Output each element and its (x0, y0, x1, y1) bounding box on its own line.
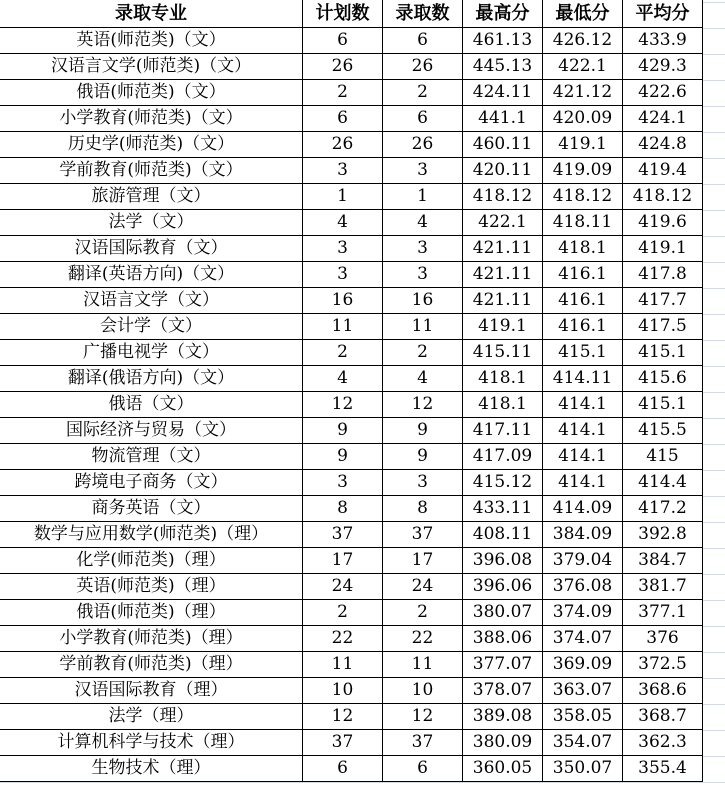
cell-plan-count[interactable]: 12 (303, 392, 383, 418)
cell-plan-count[interactable]: 37 (303, 522, 383, 548)
cell-admitted-count[interactable]: 2 (383, 80, 463, 106)
table-row (0, 392, 703, 418)
header-row (0, 0, 703, 28)
cell-admitted-count[interactable]: 8 (383, 496, 463, 522)
cell-plan-count[interactable]: 26 (303, 132, 383, 158)
table-row (0, 54, 703, 80)
cell-major[interactable]: 汉语国际教育（理） (0, 678, 303, 704)
cell-min-score[interactable]: 379.04 (543, 548, 623, 574)
cell-avg-score[interactable]: 381.7 (623, 574, 703, 600)
cell-plan-count[interactable]: 6 (303, 756, 383, 782)
cell-plan-count[interactable]: 11 (303, 314, 383, 340)
cell-plan-count[interactable]: 3 (303, 262, 383, 288)
cell-plan-count[interactable]: 3 (303, 236, 383, 262)
table-row (0, 340, 703, 366)
table-row (0, 158, 703, 184)
cell-max-score[interactable]: 420.11 (463, 158, 543, 184)
cell-min-score[interactable]: 414.1 (543, 470, 623, 496)
cell-avg-score[interactable]: 415.1 (623, 392, 703, 418)
cell-min-score[interactable]: 358.05 (543, 704, 623, 730)
cell-max-score[interactable]: 396.08 (463, 548, 543, 574)
cell-max-score[interactable]: 388.06 (463, 626, 543, 652)
cell-min-score[interactable]: 354.07 (543, 730, 623, 756)
cell-avg-score[interactable]: 368.7 (623, 704, 703, 730)
cell-admitted-count[interactable]: 4 (383, 210, 463, 236)
table-row (0, 288, 703, 314)
cell-admitted-count[interactable]: 9 (383, 444, 463, 470)
cell-max-score[interactable]: 380.07 (463, 600, 543, 626)
cell-plan-count[interactable]: 4 (303, 210, 383, 236)
cell-major[interactable]: 旅游管理（文） (0, 184, 303, 210)
cell-avg-score[interactable]: 422.6 (623, 80, 703, 106)
table-row (0, 496, 703, 522)
cell-max-score[interactable]: 421.11 (463, 288, 543, 314)
cell-admitted-count[interactable]: 3 (383, 470, 463, 496)
cell-min-score[interactable]: 420.09 (543, 106, 623, 132)
cell-major[interactable]: 化学(师范类)（理） (0, 548, 303, 574)
cell-min-score[interactable]: 414.11 (543, 366, 623, 392)
cell-plan-count[interactable]: 26 (303, 54, 383, 80)
cell-admitted-count[interactable]: 22 (383, 626, 463, 652)
cell-max-score[interactable]: 408.11 (463, 522, 543, 548)
table-row (0, 418, 703, 444)
cell-max-score[interactable]: 422.1 (463, 210, 543, 236)
cell-major[interactable]: 学前教育(师范类)（理） (0, 652, 303, 678)
cell-major[interactable]: 广播电视学（文） (0, 340, 303, 366)
cell-admitted-count[interactable]: 37 (383, 730, 463, 756)
cell-max-score[interactable]: 377.07 (463, 652, 543, 678)
cell-avg-score[interactable]: 414.4 (623, 470, 703, 496)
cell-plan-count[interactable]: 2 (303, 80, 383, 106)
cell-max-score[interactable]: 424.11 (463, 80, 543, 106)
cell-avg-score[interactable]: 355.4 (623, 756, 703, 782)
cell-avg-score[interactable]: 417.7 (623, 288, 703, 314)
cell-max-score[interactable]: 418.1 (463, 392, 543, 418)
table-row (0, 626, 703, 652)
cell-admitted-count[interactable]: 12 (383, 704, 463, 730)
table-row (0, 678, 703, 704)
cell-admitted-count[interactable]: 9 (383, 418, 463, 444)
cell-min-score[interactable]: 376.08 (543, 574, 623, 600)
cell-avg-score[interactable]: 419.1 (623, 236, 703, 262)
cell-admitted-count[interactable]: 17 (383, 548, 463, 574)
cell-plan-count[interactable]: 3 (303, 470, 383, 496)
cell-admitted-count[interactable]: 12 (383, 392, 463, 418)
cell-min-score[interactable]: 419.09 (543, 158, 623, 184)
header-min-score[interactable]: 最低分 (543, 0, 623, 28)
table-row (0, 210, 703, 236)
cell-admitted-count[interactable]: 16 (383, 288, 463, 314)
cell-avg-score[interactable]: 424.1 (623, 106, 703, 132)
cell-max-score[interactable]: 433.11 (463, 496, 543, 522)
cell-plan-count[interactable]: 2 (303, 600, 383, 626)
cell-major[interactable]: 翻译(俄语方向)（文） (0, 366, 303, 392)
cell-avg-score[interactable]: 419.4 (623, 158, 703, 184)
cell-avg-score[interactable]: 415.6 (623, 366, 703, 392)
cell-max-score[interactable]: 421.11 (463, 262, 543, 288)
cell-admitted-count[interactable]: 11 (383, 652, 463, 678)
table-row (0, 756, 703, 782)
header-plan-count[interactable]: 计划数 (303, 0, 383, 28)
cell-min-score[interactable]: 384.09 (543, 522, 623, 548)
table-row (0, 28, 703, 54)
cell-min-score[interactable]: 414.1 (543, 444, 623, 470)
cell-admitted-count[interactable]: 3 (383, 262, 463, 288)
cell-avg-score[interactable]: 376 (623, 626, 703, 652)
cell-max-score[interactable]: 417.11 (463, 418, 543, 444)
cell-major[interactable]: 生物技术（理） (0, 756, 303, 782)
cell-major[interactable]: 俄语（文） (0, 392, 303, 418)
cell-max-score[interactable]: 360.05 (463, 756, 543, 782)
cell-max-score[interactable]: 418.12 (463, 184, 543, 210)
cell-max-score[interactable]: 441.1 (463, 106, 543, 132)
table-row (0, 522, 703, 548)
cell-avg-score[interactable]: 417.5 (623, 314, 703, 340)
cell-major[interactable]: 法学（理） (0, 704, 303, 730)
table-row (0, 444, 703, 470)
cell-plan-count[interactable]: 2 (303, 340, 383, 366)
table-row (0, 704, 703, 730)
cell-major[interactable]: 英语(师范类)（文） (0, 28, 303, 54)
cell-plan-count[interactable]: 11 (303, 652, 383, 678)
cell-plan-count[interactable]: 12 (303, 704, 383, 730)
cell-major[interactable]: 跨境电子商务（文） (0, 470, 303, 496)
cell-admitted-count[interactable]: 3 (383, 158, 463, 184)
cell-admitted-count[interactable]: 1 (383, 184, 463, 210)
cell-avg-score[interactable]: 419.6 (623, 210, 703, 236)
cell-min-score[interactable]: 421.12 (543, 80, 623, 106)
cell-avg-score[interactable]: 368.6 (623, 678, 703, 704)
cell-plan-count[interactable]: 17 (303, 548, 383, 574)
cell-min-score[interactable]: 416.1 (543, 314, 623, 340)
cell-avg-score[interactable]: 372.5 (623, 652, 703, 678)
cell-min-score[interactable]: 419.1 (543, 132, 623, 158)
cell-major[interactable]: 历史学(师范类)（文） (0, 132, 303, 158)
cell-admitted-count[interactable]: 10 (383, 678, 463, 704)
cell-max-score[interactable]: 418.1 (463, 366, 543, 392)
cell-avg-score[interactable]: 377.1 (623, 600, 703, 626)
cell-min-score[interactable]: 415.1 (543, 340, 623, 366)
cell-avg-score[interactable]: 433.9 (623, 28, 703, 54)
cell-avg-score[interactable]: 362.3 (623, 730, 703, 756)
cell-min-score[interactable]: 363.07 (543, 678, 623, 704)
cell-major[interactable]: 商务英语（文） (0, 496, 303, 522)
table-row (0, 470, 703, 496)
cell-admitted-count[interactable]: 37 (383, 522, 463, 548)
cell-plan-count[interactable]: 10 (303, 678, 383, 704)
cell-min-score[interactable]: 418.12 (543, 184, 623, 210)
cell-max-score[interactable]: 389.08 (463, 704, 543, 730)
table-row (0, 574, 703, 600)
cell-plan-count[interactable]: 22 (303, 626, 383, 652)
cell-avg-score[interactable]: 415 (623, 444, 703, 470)
cell-plan-count[interactable]: 1 (303, 184, 383, 210)
table-row (0, 262, 703, 288)
cell-max-score[interactable]: 415.12 (463, 470, 543, 496)
cell-major[interactable]: 汉语言文学(师范类)（文） (0, 54, 303, 80)
cell-plan-count[interactable]: 4 (303, 366, 383, 392)
cell-min-score[interactable]: 416.1 (543, 262, 623, 288)
cell-admitted-count[interactable]: 24 (383, 574, 463, 600)
cell-min-score[interactable]: 369.09 (543, 652, 623, 678)
cell-min-score[interactable]: 350.07 (543, 756, 623, 782)
table-row (0, 600, 703, 626)
cell-major[interactable]: 国际经济与贸易（文） (0, 418, 303, 444)
cell-min-score[interactable]: 374.07 (543, 626, 623, 652)
cell-min-score[interactable]: 374.09 (543, 600, 623, 626)
cell-admitted-count[interactable]: 4 (383, 366, 463, 392)
cell-min-score[interactable]: 422.1 (543, 54, 623, 80)
table-row (0, 184, 703, 210)
cell-admitted-count[interactable]: 2 (383, 600, 463, 626)
cell-admitted-count[interactable]: 26 (383, 132, 463, 158)
table-row (0, 730, 703, 756)
cell-avg-score[interactable]: 429.3 (623, 54, 703, 80)
cell-min-score[interactable]: 414.1 (543, 418, 623, 444)
cell-admitted-count[interactable]: 3 (383, 236, 463, 262)
cell-max-score[interactable]: 417.09 (463, 444, 543, 470)
table-row (0, 106, 703, 132)
cell-max-score[interactable]: 461.13 (463, 28, 543, 54)
cell-major[interactable]: 数学与应用数学(师范类)（理） (0, 522, 303, 548)
header-admitted-count[interactable]: 录取数 (383, 0, 463, 28)
cell-plan-count[interactable]: 16 (303, 288, 383, 314)
table-row (0, 236, 703, 262)
cell-admitted-count[interactable]: 6 (383, 756, 463, 782)
cell-admitted-count[interactable]: 2 (383, 340, 463, 366)
cell-max-score[interactable]: 378.07 (463, 678, 543, 704)
cell-max-score[interactable]: 415.11 (463, 340, 543, 366)
cell-plan-count[interactable]: 3 (303, 158, 383, 184)
cell-admitted-count[interactable]: 11 (383, 314, 463, 340)
cell-major[interactable]: 俄语(师范类)（文） (0, 80, 303, 106)
cell-min-score[interactable]: 426.12 (543, 28, 623, 54)
cell-major[interactable]: 小学教育(师范类)（文） (0, 106, 303, 132)
cell-max-score[interactable]: 380.09 (463, 730, 543, 756)
cell-plan-count[interactable]: 8 (303, 496, 383, 522)
cell-avg-score[interactable]: 415.1 (623, 340, 703, 366)
cell-min-score[interactable]: 416.1 (543, 288, 623, 314)
cell-avg-score[interactable]: 424.8 (623, 132, 703, 158)
table-row (0, 80, 703, 106)
cell-major[interactable]: 英语(师范类)（理） (0, 574, 303, 600)
cell-min-score[interactable]: 414.1 (543, 392, 623, 418)
cell-major[interactable]: 翻译(英语方向)（文） (0, 262, 303, 288)
cell-admitted-count[interactable]: 6 (383, 28, 463, 54)
cell-major[interactable]: 会计学（文） (0, 314, 303, 340)
cell-min-score[interactable]: 418.1 (543, 236, 623, 262)
cell-avg-score[interactable]: 384.7 (623, 548, 703, 574)
cell-max-score[interactable]: 419.1 (463, 314, 543, 340)
cell-major[interactable]: 小学教育(师范类)（理） (0, 626, 303, 652)
cell-avg-score[interactable]: 417.2 (623, 496, 703, 522)
cell-major[interactable]: 汉语国际教育（文） (0, 236, 303, 262)
cell-min-score[interactable]: 418.11 (543, 210, 623, 236)
cell-major[interactable]: 学前教育(师范类)（文） (0, 158, 303, 184)
cell-major[interactable]: 物流管理（文） (0, 444, 303, 470)
cell-plan-count[interactable]: 6 (303, 28, 383, 54)
cell-plan-count[interactable]: 9 (303, 418, 383, 444)
cell-admitted-count[interactable]: 26 (383, 54, 463, 80)
header-avg-score[interactable]: 平均分 (623, 0, 703, 28)
cell-plan-count[interactable]: 6 (303, 106, 383, 132)
cell-major[interactable]: 汉语言文学（文） (0, 288, 303, 314)
cell-avg-score[interactable]: 415.5 (623, 418, 703, 444)
header-max-score[interactable]: 最高分 (463, 0, 543, 28)
header-major[interactable]: 录取专业 (0, 0, 303, 28)
cell-plan-count[interactable]: 9 (303, 444, 383, 470)
cell-major[interactable]: 计算机科学与技术（理） (0, 730, 303, 756)
cell-avg-score[interactable]: 392.8 (623, 522, 703, 548)
cell-max-score[interactable]: 421.11 (463, 236, 543, 262)
table-row (0, 548, 703, 574)
cell-major[interactable]: 俄语(师范类)（理） (0, 600, 303, 626)
cell-plan-count[interactable]: 24 (303, 574, 383, 600)
cell-max-score[interactable]: 460.11 (463, 132, 543, 158)
table-row (0, 132, 703, 158)
table-row (0, 652, 703, 678)
cell-max-score[interactable]: 445.13 (463, 54, 543, 80)
table-row (0, 314, 703, 340)
cell-min-score[interactable]: 414.09 (543, 496, 623, 522)
cell-avg-score[interactable]: 417.8 (623, 262, 703, 288)
cell-plan-count[interactable]: 37 (303, 730, 383, 756)
cell-admitted-count[interactable]: 6 (383, 106, 463, 132)
cell-major[interactable]: 法学（文） (0, 210, 303, 236)
cell-max-score[interactable]: 396.06 (463, 574, 543, 600)
cell-avg-score[interactable]: 418.12 (623, 184, 703, 210)
table-row (0, 366, 703, 392)
